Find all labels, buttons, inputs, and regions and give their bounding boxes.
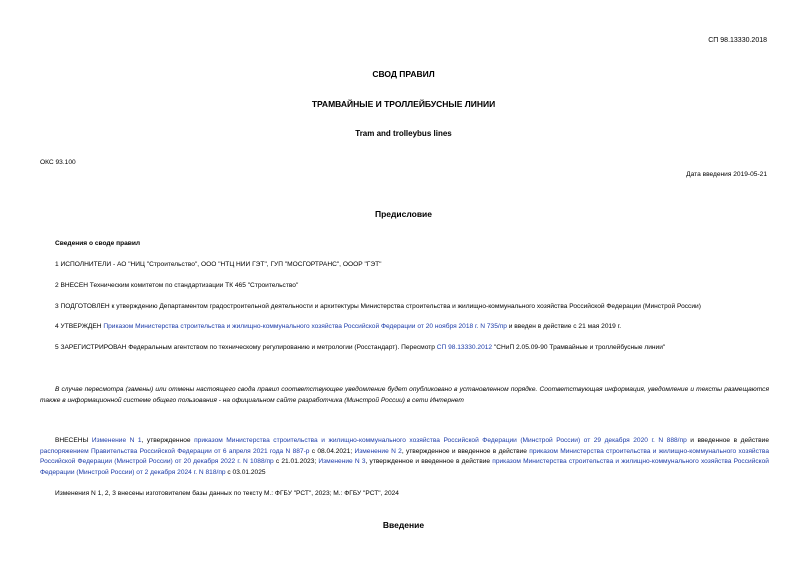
order-818-link[interactable]: приказом Министерства строительства и жилищно-коммунального хозяйства Российской Федерации (Минстрой России) от 2 декабря 2024 г. N 818/пр bbox=[40, 458, 769, 476]
document-title: ТРАМВАЙНЫЕ И ТРОЛЛЕЙБУСНЫЕ ЛИНИИ bbox=[311, 99, 496, 109]
order-1088-link[interactable]: приказом Министерства строительства и жилищно-коммунального хозяйства Российской Федерации (Минстрой России) от 20 декабря 2022 г. N 1088/пр bbox=[40, 447, 770, 465]
revision-notice: В случае пересмотра (замены) или отмены настоящего свода правил соответствующее уведомление будет опубликовано в установленном порядке. Соответствующая информация, уведомление и тексты размещаются также в информационной системе общего пользования - на официальном сайте разработчика (Минстрой России) в сети Интернет bbox=[40, 386, 769, 404]
order-888-link[interactable]: приказом Министерства строительства и жилищно-коммунального хозяйства Российской Федерации (Минстрой России) от 29 декабря 2020 г. N 888/пр bbox=[194, 437, 687, 444]
document-code: СП 98.13330.2018 bbox=[708, 37, 767, 44]
amendment-3-link[interactable]: Изменение N 3 bbox=[318, 458, 366, 465]
amend-text-8: с 03.01.2025 bbox=[225, 468, 266, 476]
item4-prefix: 4 УТВЕРЖДЕН bbox=[55, 323, 104, 330]
foreword-item-3: 3 ПОДГОТОВЛЕН к утверждению Департаментом градостроительной деятельности и архитектуры Министерства строительства и жилищно-коммунального хозяйства Российской Федерации (Минстрой России) bbox=[55, 303, 701, 310]
approval-order-link[interactable]: Приказом Министерства строительства и жилищно-коммунального хозяйства Российской Федерации от 20 ноября 2018 г. N 735/пр bbox=[103, 323, 507, 330]
previous-code-link[interactable]: СП 98.13330.2012 bbox=[436, 344, 493, 351]
oks-code: ОКС 93.100 bbox=[40, 159, 76, 166]
amend-text-3: и введенное в действие bbox=[686, 437, 769, 444]
amend-text-2: , утвержденное bbox=[141, 437, 195, 444]
item5-prefix: 5 ЗАРЕГИСТРИРОВАН Федеральным агентством по техническому регулированию и метрологии (Росстандарт). Пересмотр bbox=[55, 344, 437, 351]
amendment-2-link[interactable]: Изменение N 2 bbox=[354, 447, 402, 455]
amend-text-6: с 21.01.2023; bbox=[273, 458, 319, 465]
foreword-item-2: 2 ВНЕСЕН Техническим комитетом по стандартизации ТК 465 "Строительство" bbox=[55, 282, 299, 289]
introduction-heading: Введение bbox=[382, 520, 425, 530]
amendments-source-note: Изменения N 1, 2, 3 внесены изготовителем базы данных по тексту М.: ФГБУ "РСТ", 2023; М.: ФГБУ "РСТ", 2024 bbox=[55, 490, 399, 497]
doc-type-heading: СВОД ПРАВИЛ bbox=[372, 69, 435, 79]
amend-text-1: ВНЕСЕНЫ bbox=[55, 437, 92, 444]
foreword-item-5 bbox=[55, 344, 665, 351]
item4-suffix: и введен в действие с 21 мая 2019 г. bbox=[506, 323, 622, 330]
foreword-item-4 bbox=[55, 323, 621, 330]
introduction-date: Дата введения 2019-05-21 bbox=[686, 171, 767, 178]
amendment-1-link[interactable]: Изменение N 1 bbox=[91, 437, 142, 444]
foreword-subheading: Сведения о своде правил bbox=[55, 240, 141, 247]
amend-text-7: , утвержденное и введенное в действие bbox=[365, 458, 493, 465]
foreword-item-1: 1 ИСПОЛНИТЕЛИ - АО "НИЦ "Строительство", ООО "НТЦ НИИ ГЭТ", ГУП "МОСГОРТРАНС", ОООР "ГЭТ" bbox=[55, 261, 382, 268]
foreword-heading: Предисловие bbox=[374, 209, 433, 219]
amend-text-5: , утвержденное и введенное в действие bbox=[401, 447, 530, 455]
amendments-paragraph bbox=[40, 436, 769, 478]
amend-text-4: с 08.04.2021; bbox=[309, 447, 355, 455]
item5-suffix: "СНиП 2.05.09-90 Трамвайные и троллейбусные линии" bbox=[492, 344, 666, 351]
decree-887-link[interactable]: распоряжением Правительства Российской Федерации от 6 апреля 2021 года N 887-р bbox=[40, 447, 310, 455]
document-title-english: Tram and trolleybus lines bbox=[355, 129, 452, 138]
